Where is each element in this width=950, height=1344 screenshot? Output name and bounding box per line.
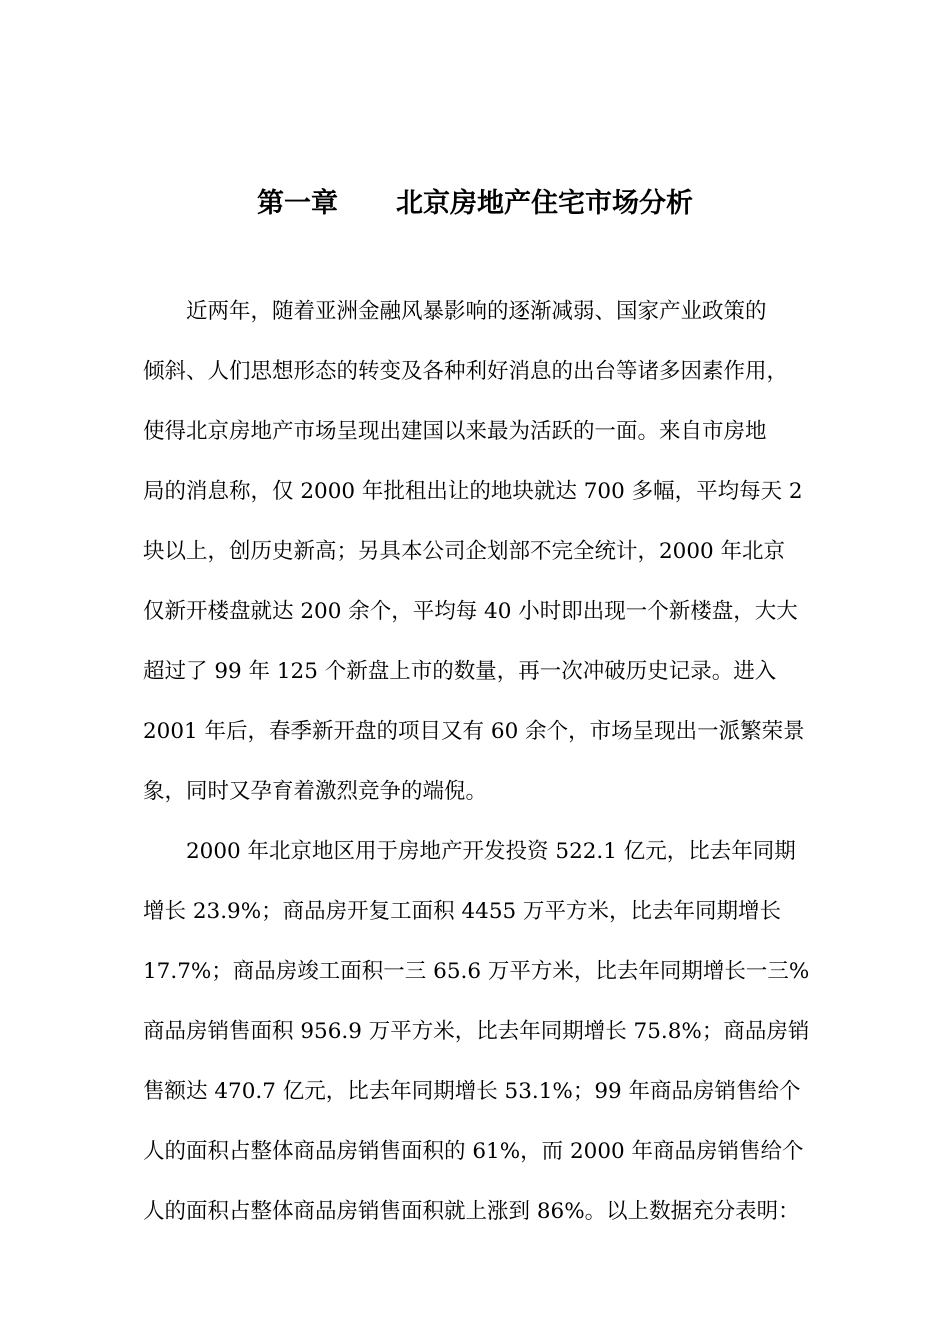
paragraph-line: 块以上，创历史新高；另具本公司企划部不完全统计，2000 年北京 xyxy=(143,539,786,564)
paragraph-line: 商品房销售面积 956.9 万平方米，比去年同期增长 75.8%；商品房销 xyxy=(143,1019,810,1044)
paragraph-line: 倾斜、人们思想形态的转变及各种利好消息的出台等诸多因素作用， xyxy=(143,359,789,384)
paragraph-line: 售额达 470.7 亿元，比去年同期增长 53.1%；99 年商品房销售给个 xyxy=(143,1079,801,1104)
paragraph-line: 局的消息称，仅 2000 年批租出让的地块就达 700 多幅，平均每天 2 xyxy=(143,479,803,504)
paragraph-line: 象，同时又孕育着激烈竞争的端倪。 xyxy=(143,779,488,804)
paragraph-line: 近两年，随着亚洲金融风暴影响的逐渐减弱、国家产业政策的 xyxy=(186,299,767,324)
paragraph-line: 2000 年北京地区用于房地产开发投资 522.1 亿元，比去年同期 xyxy=(186,839,796,864)
chapter-heading xyxy=(0,182,950,226)
paragraph-2 xyxy=(143,822,823,1242)
paragraph-line: 增长 23.9%；商品房开复工面积 4455 万平方米，比去年同期增长 xyxy=(143,899,782,924)
paragraph-line: 人的面积占整体商品房销售面积就上涨到 86%。以上数据充分表明： xyxy=(143,1199,800,1224)
paragraph-line: 超过了 99 年 125 个新盘上市的数量，再一次冲破历史记录。进入 xyxy=(143,659,777,684)
paragraph-line: 17.7%；商品房竣工面积一三 65.6 万平方米，比去年同期增长一三% xyxy=(143,959,810,984)
chapter-title: 北京房地产住宅市场分析 xyxy=(396,188,693,219)
paragraph-line: 使得北京房地产市场呈现出建国以来最为活跃的一面。来自市房地 xyxy=(143,419,767,444)
paragraph-line: 人的面积占整体商品房销售面积的 61%，而 2000 年商品房销售给个 xyxy=(143,1139,804,1164)
paragraph-line: 仅新开楼盘就达 200 余个，平均每 40 小时即出现一个新楼盘，大大 xyxy=(143,599,798,624)
chapter-number: 第一章 xyxy=(257,188,338,219)
paragraph-1 xyxy=(143,282,823,822)
body-text xyxy=(143,282,823,1242)
paragraph-line: 2001 年后，春季新开盘的项目又有 60 余个，市场呈现出一派繁荣景 xyxy=(143,719,805,744)
